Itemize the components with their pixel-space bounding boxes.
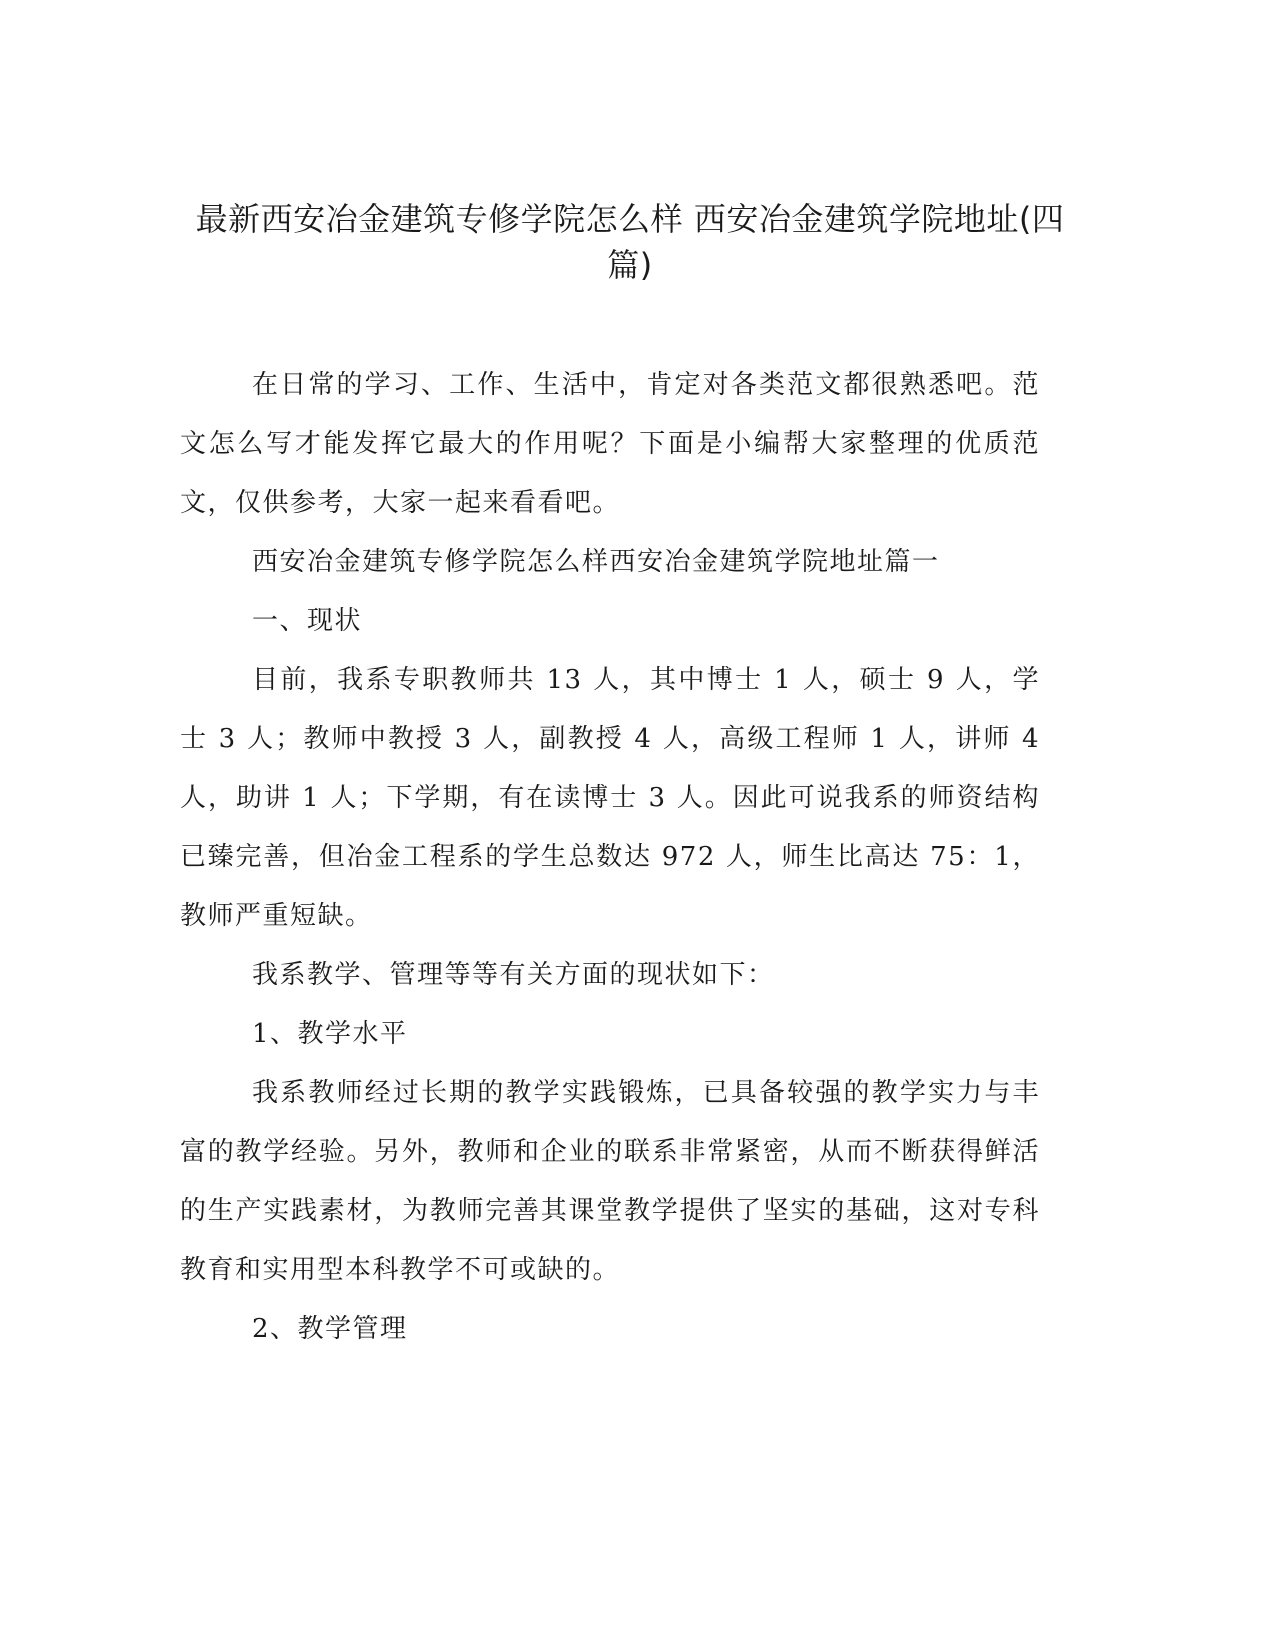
subsection-heading: 一、现状 — [252, 606, 363, 636]
list-heading: 1、教学水平 — [252, 1019, 408, 1049]
section-heading: 西安冶金建筑专修学院怎么样西安冶金建筑学院地址篇一 — [252, 547, 940, 577]
document-body — [180, 356, 1040, 1359]
body-paragraph: 我系教学、管理等等有关方面的现状如下： — [252, 960, 775, 990]
intro-paragraph: 在日常的学习、工作、生活中，肯定对各类范文都很熟悉吧。范文怎么写才能发挥它最大的作用呢？下面是小编帮大家整理的优质范文，仅供参考，大家一起来看看吧。 — [180, 370, 1040, 518]
body-paragraph: 目前，我系专职教师共 13 人，其中博士 1 人，硕士 9 人，学士 3 人；教师中教授 3 人，副教授 4 人，高级工程师 1 人，讲师 4 人，助讲 1 人；下学期，有在读博士 3 人。因此可说我系的师资结构已臻完善，但冶金工程系的学生总数达 972 人，师生比高达 75：1，教师严重短缺。 — [180, 665, 1040, 931]
body-paragraph: 我系教师经过长期的教学实践锻炼，已具备较强的教学实力与丰富的教学经验。另外，教师和企业的联系非常紧密，从而不断获得鲜活的生产实践素材，为教师完善其课堂教学提供了坚实的基础，这对专科教育和实用型本科教学不可或缺的。 — [180, 1078, 1040, 1285]
list-heading: 2、教学管理 — [252, 1314, 408, 1344]
document-title: 最新西安冶金建筑专修学院怎么样 西安冶金建筑学院地址(四篇) — [195, 200, 1065, 284]
